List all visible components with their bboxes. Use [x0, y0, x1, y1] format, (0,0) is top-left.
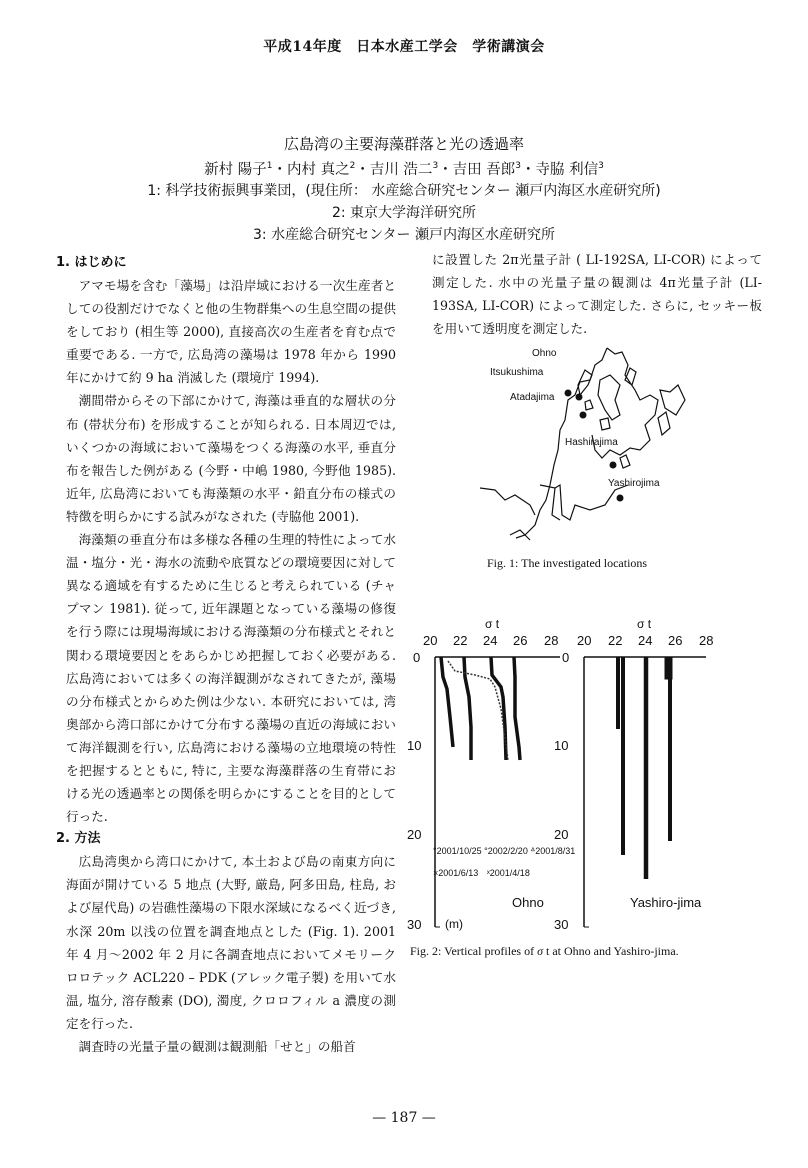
x-axis-label: σ t	[637, 617, 652, 631]
paragraph: に設置した 2π光量子計 ( LI-192SA, LI-COR) によって測定した. 水中の光量子量の観測は 4π光量子計 (LI-193SA, LI-COR) によって測定した. さらに, セッキー板を用いて透明度を測定した.	[432, 252, 762, 337]
author-list: 新村 陽子$^1$・内村 真之$^2$・吉川 浩二$^3$・吉田 吾郎$^3$・寺脇 利信$^3$	[204, 161, 604, 178]
chart-ohno: σ t 20 22 24 26 28 0 10 20 30 °2001/10/25 °2002/2/20 ᐞ2001/8/31 ×2001/6/13 ˣ2001/4/18 Ohno (m)	[405, 617, 585, 932]
chart-title-yashirojima: Yashiro-jima	[630, 895, 702, 910]
affiliation-2: 2: 東京大学海洋研究所	[331, 205, 477, 221]
left-column	[56, 252, 396, 1058]
yashirojima-plot	[560, 617, 740, 932]
paragraph: 調査時の光量子量の観測は観測船「せと」の船首	[78, 1039, 356, 1054]
map-label-atadajima: Atadajima	[510, 392, 555, 403]
figure-1-map	[480, 340, 700, 545]
paragraph: アマモ場を含む「藻場」は沿岸域における一次生産者としての役割だけでなくと他の生物群集への生息空間の提供をしており (相生等 2000), 直接高次の生産者を育む点で重要である. 一方で, 広島湾の藻場は 1978 年から 1990 年にかけて約 9 ha 消滅した (環境庁 1994).	[66, 278, 396, 386]
map-label-hashirajima: Hashirajima	[565, 437, 618, 448]
author: 内村 真之	[286, 162, 350, 178]
conference-header: 平成14年度 日本水産工学会 学術講演会	[263, 39, 545, 55]
x-axis-label: σ t	[485, 617, 500, 631]
figure-2-caption: Fig. 2: Vertical profiles of σ t at Ohno and Yashiro-jima.	[410, 944, 679, 958]
affiliation-1: 1: 科学技術振興事業団，(現住所： 水産総合研究センター 瀬戸内海区水産研究所)	[147, 183, 661, 199]
unit-label: (m)	[445, 917, 463, 931]
affiliation-3: 3: 水産総合研究センター 瀬戸内海区水産研究所	[253, 227, 555, 243]
map-label-ohno: Ohno	[532, 348, 557, 359]
section-heading-methods: 2. 方法	[56, 831, 101, 847]
right-column-text	[432, 248, 762, 340]
legend: °2001/10/25 °2002/2/20 ᐞ2001/8/31	[433, 846, 576, 856]
author: 吉川 浩二	[369, 162, 433, 178]
author: 新村 陽子	[204, 162, 267, 178]
page-number: — 187 —	[372, 1110, 436, 1126]
author: 寺脇 利信	[535, 162, 599, 178]
figure-1-caption: Fig. 1: The investigated locations	[487, 556, 648, 570]
paragraph: 潮間帯からその下部にかけて, 海藻は垂直的な層状の分布 (帯状分布) を形成することが知られる. 日本周辺では, いくつかの海域において藻場をつくる海藻の水平, 垂直分布を報告した例がある (今野・中嶋 1980, 今野他 1985). 近年, 広島湾においても海藻類の水平・鉛直分布の様式の特徴を明らかにする試みがなされた (寺脇他 2001).	[66, 393, 396, 524]
paper-title: 広島湾の主要海藻群落と光の透過率	[283, 135, 524, 153]
ohno-plot	[405, 617, 585, 932]
legend: ×2001/6/13 ˣ2001/4/18	[433, 868, 530, 878]
map-label-yashirojima: Yashirojima	[608, 478, 660, 489]
map-label-itsukushima: Itsukushima	[490, 367, 544, 378]
author: 吉田 吾郎	[452, 162, 516, 178]
section-heading-intro: 1. はじめに	[56, 255, 127, 270]
paragraph: 海藻類の垂直分布は多様な各種の生理的特性によって水温・塩分・光・海水の流動や底質などの環境要因に対して異なる適域を有するために生じると考えられている (チャプマン 1981). 従って, 近年課題となっている藻場の修復を行う際には現場海域における海藻類の分布様式とそれと関わる環境要因とをあらかじめ把握しておく必要がある. 広島湾においては多くの海洋観測がなされてきたが, 藻場の分布様式とからめた例は少ない. 本研究においては, 湾奥部から湾口部にかけて分布する藻場の直近の海域において海洋観測を行い, 広島湾における藻場の立地環境の特性を把握するとともに, 特に, 主要な海藻群落の生育帯における光の透過率との関係を明らかにすることを目的として行った.	[66, 532, 396, 825]
chart-title-ohno: Ohno	[512, 895, 544, 910]
chart-yashirojima: σ t 20 22 24 26 28 0 10 20 30 Yashiro-jima	[560, 617, 740, 932]
paragraph: 広島湾奥から湾口にかけて, 本土および島の南東方向に海面が開けている 5 地点 (大野, 厳島, 阿多田島, 柱島, および屋代島) の岩礁性藻場の下限水深域になるべく近づき, 水深 20m 以浅の位置を調査地点とした (Fig. 1). 2001 年 4 月～2002 年 2 月に各調査地点においてメモリークロロテック ACL220 – PDK (アレック電子製) を用いて水温, 塩分, 溶存酸素 (DO), 濁度, クロロフィル a 濃度の測定を行った.	[66, 854, 396, 1031]
